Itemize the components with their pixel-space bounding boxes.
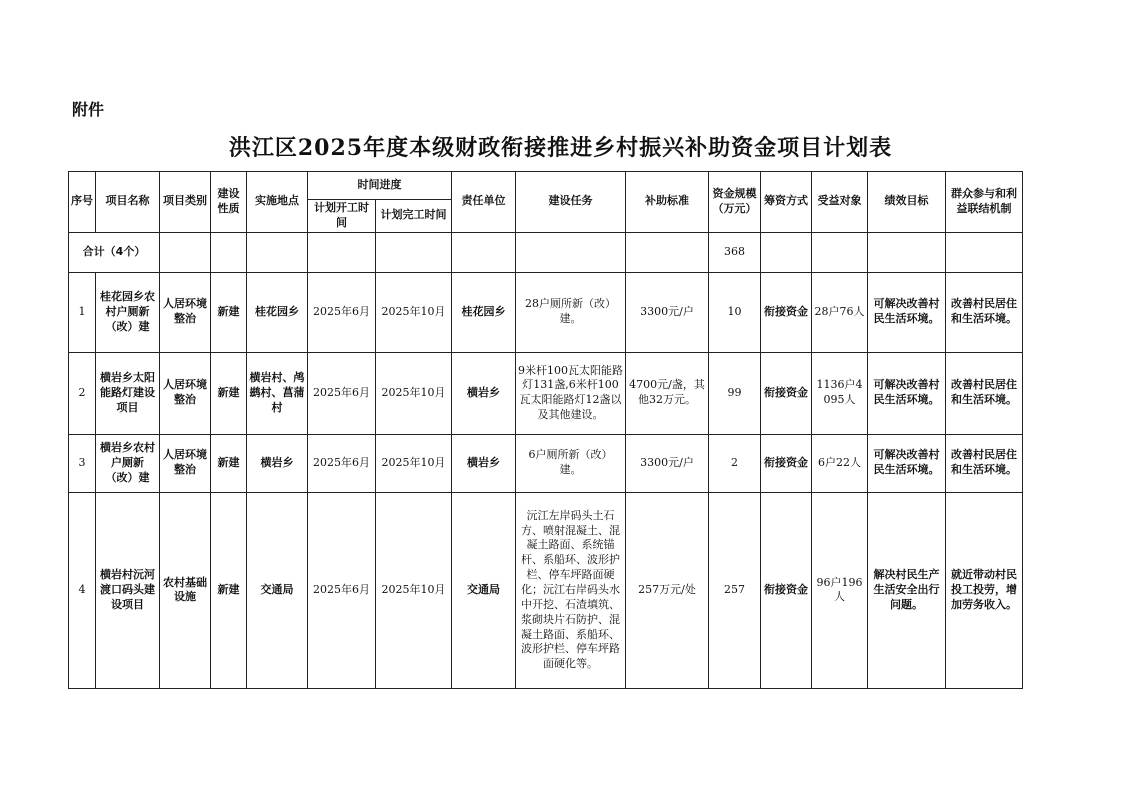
cell-seq: 2	[69, 352, 96, 434]
cell-start: 2025年6月	[308, 492, 376, 688]
cell-unit: 横岩乡	[452, 434, 516, 492]
cell-mechanism: 就近带动村民投工投劳，增加劳务收入。	[946, 492, 1023, 688]
header-funds: 资金规模（万元）	[709, 172, 761, 233]
header-schedule: 时间进度	[308, 172, 452, 200]
table-row	[69, 434, 1023, 492]
cell-beneficiary: 6户22人	[812, 434, 868, 492]
cell-seq: 4	[69, 492, 96, 688]
total-funds: 368	[709, 232, 761, 272]
header-mechanism: 群众参与和利益联结机制	[946, 172, 1023, 233]
header-beneficiary: 受益对象	[812, 172, 868, 233]
cell-name: 横岩乡太阳能路灯建设项目	[96, 352, 160, 434]
cell-category: 人居环境整治	[160, 352, 211, 434]
cell-location: 桂花园乡	[247, 272, 308, 352]
cell-end: 2025年10月	[376, 352, 452, 434]
cell-name: 横岩乡农村户厕新（改）建	[96, 434, 160, 492]
cell-task: 28户厕所新（改）建。	[516, 272, 626, 352]
cell-unit: 桂花园乡	[452, 272, 516, 352]
cell-category: 人居环境整治	[160, 434, 211, 492]
cell-nature: 新建	[211, 352, 247, 434]
cell-task: 沅江左岸码头土石方、喷射混凝土、混凝土路面、系统锚杆、系船环、波形护栏、停车坪路面硬化；沅江右岸码头水中开挖、石渣填筑、浆砌块片石防护、混凝土路面、系船环、波形护栏、停车坪路面硬化等。	[516, 492, 626, 688]
cell-unit: 交通局	[452, 492, 516, 688]
total-row	[69, 232, 1023, 272]
header-end: 计划完工时间	[376, 200, 452, 233]
cell-start: 2025年6月	[308, 272, 376, 352]
cell-funding: 衔接资金	[761, 352, 812, 434]
cell-start: 2025年6月	[308, 352, 376, 434]
cell-goal: 解决村民生产生活安全出行问题。	[868, 492, 946, 688]
header-funding: 筹资方式	[761, 172, 812, 233]
cell-funding: 衔接资金	[761, 492, 812, 688]
cell-nature: 新建	[211, 434, 247, 492]
cell-funds: 10	[709, 272, 761, 352]
cell-goal: 可解决改善村民生活环境。	[868, 272, 946, 352]
cell-end: 2025年10月	[376, 492, 452, 688]
cell-standard: 4700元/盏，其他32万元。	[626, 352, 709, 434]
cell-standard: 3300元/户	[626, 434, 709, 492]
table-row	[69, 492, 1023, 688]
cell-task: 9米杆100瓦太阳能路灯131盏,6米杆100瓦太阳能路灯12盏以及其他建设。	[516, 352, 626, 434]
attachment-label: 附件	[72, 100, 105, 119]
cell-goal: 可解决改善村民生活环境。	[868, 352, 946, 434]
table-row	[69, 352, 1023, 434]
header-name: 项目名称	[96, 172, 160, 233]
cell-category: 人居环境整治	[160, 272, 211, 352]
cell-end: 2025年10月	[376, 272, 452, 352]
cell-beneficiary: 96户196人	[812, 492, 868, 688]
header-category: 项目类别	[160, 172, 211, 233]
cell-unit: 横岩乡	[452, 352, 516, 434]
header-row	[69, 172, 1023, 200]
cell-task: 6户厕所新（改）建。	[516, 434, 626, 492]
project-plan-table	[68, 171, 1023, 689]
header-goal: 绩效目标	[868, 172, 946, 233]
cell-seq: 3	[69, 434, 96, 492]
cell-mechanism: 改善村民居住和生活环境。	[946, 434, 1023, 492]
table-row	[69, 272, 1023, 352]
cell-name: 横岩村沅河渡口码头建设项目	[96, 492, 160, 688]
cell-funding: 衔接资金	[761, 272, 812, 352]
cell-nature: 新建	[211, 492, 247, 688]
cell-seq: 1	[69, 272, 96, 352]
cell-mechanism: 改善村民居住和生活环境。	[946, 272, 1023, 352]
cell-nature: 新建	[211, 272, 247, 352]
header-seq: 序号	[69, 172, 96, 233]
cell-location: 交通局	[247, 492, 308, 688]
header-task: 建设任务	[516, 172, 626, 233]
cell-name: 桂花园乡农村户厕新（改）建	[96, 272, 160, 352]
cell-end: 2025年10月	[376, 434, 452, 492]
cell-location: 横岩乡	[247, 434, 308, 492]
cell-standard: 257万元/处	[626, 492, 709, 688]
header-location: 实施地点	[247, 172, 308, 233]
cell-funds: 257	[709, 492, 761, 688]
cell-goal: 可解决改善村民生活环境。	[868, 434, 946, 492]
cell-standard: 3300元/户	[626, 272, 709, 352]
header-standard: 补助标准	[626, 172, 709, 233]
cell-start: 2025年6月	[308, 434, 376, 492]
cell-funds: 2	[709, 434, 761, 492]
header-nature: 建设性质	[211, 172, 247, 233]
page-title: 洪江区2025年度本级财政衔接推进乡村振兴补助资金项目计划表	[228, 135, 893, 161]
cell-funds: 99	[709, 352, 761, 434]
total-label: 合计（4个）	[69, 232, 160, 272]
cell-mechanism: 改善村民居住和生活环境。	[946, 352, 1023, 434]
cell-beneficiary: 1136户4095人	[812, 352, 868, 434]
cell-funding: 衔接资金	[761, 434, 812, 492]
header-start: 计划开工时间	[308, 200, 376, 233]
cell-location: 横岩村、鸬鹚村、菖蒲村	[247, 352, 308, 434]
cell-category: 农村基础设施	[160, 492, 211, 688]
header-unit: 责任单位	[452, 172, 516, 233]
cell-beneficiary: 28户76人	[812, 272, 868, 352]
